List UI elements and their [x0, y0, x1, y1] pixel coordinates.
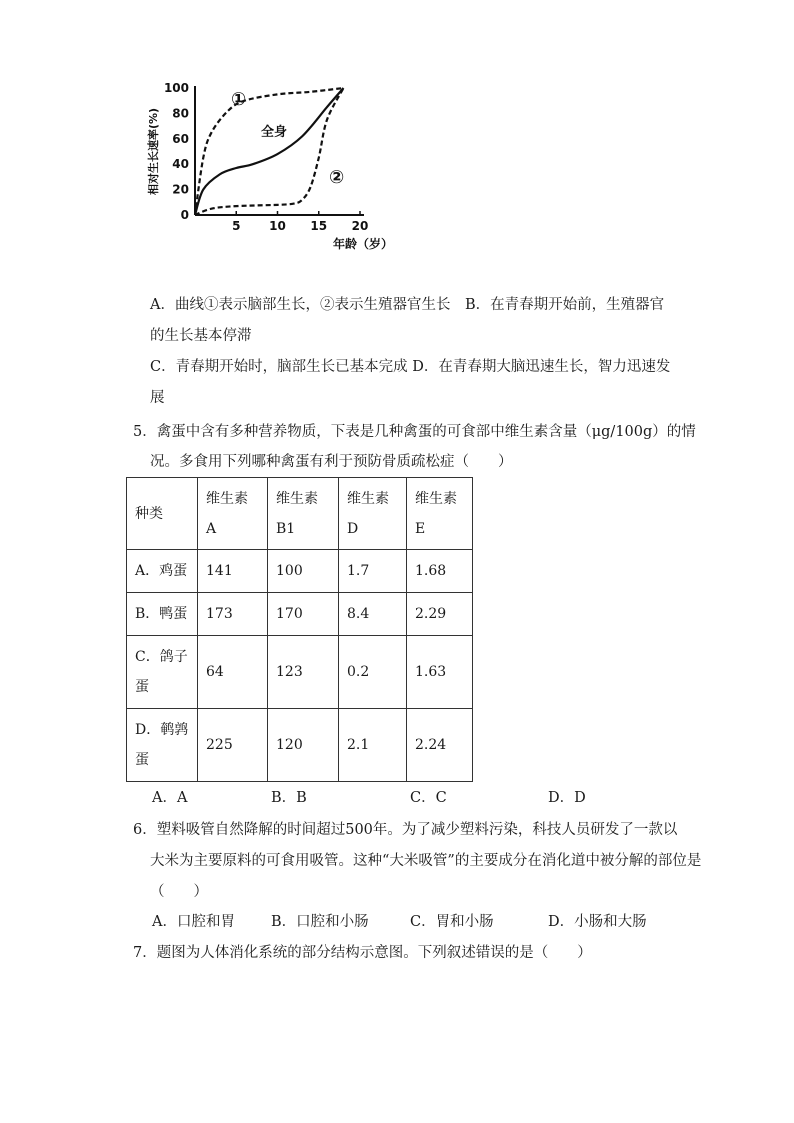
table-row	[127, 709, 473, 782]
table-header-cell	[268, 478, 339, 550]
growth-chart	[135, 75, 410, 265]
cell-text: B．鸭蛋	[135, 606, 188, 622]
cell-text: 蛋	[135, 752, 149, 768]
q4-option-d-cont: 展	[150, 390, 165, 406]
q5-option-b: B．B	[271, 790, 307, 806]
chart-axes	[195, 86, 364, 215]
table-cell	[198, 709, 268, 782]
cell-text: A	[206, 520, 217, 537]
cell-text: 0.2	[347, 664, 370, 680]
y-tick-label: 40	[172, 157, 189, 172]
q4-option-b-cont: 的生长基本停滞	[150, 328, 252, 344]
series-label-2: ②	[329, 167, 345, 188]
cell-text: 173	[206, 606, 233, 622]
vitamin-table	[126, 477, 473, 782]
cell-text: 123	[276, 664, 303, 680]
table-row	[127, 593, 473, 636]
cell-text: 1.7	[347, 563, 370, 579]
cell-text: D	[347, 520, 359, 537]
q6-option-c: C．胃和小肠	[410, 914, 494, 930]
cell-text: 225	[206, 737, 233, 753]
table-header-cell	[407, 478, 473, 550]
cell-text: 维生素	[347, 490, 389, 507]
cell-text: 141	[206, 563, 233, 579]
y-tick-label: 0	[180, 208, 189, 222]
series-label-body: 全身	[261, 125, 288, 140]
x-tick-label: 10	[269, 219, 286, 233]
cell-text: 8.4	[347, 606, 370, 622]
cell-text: 蛋	[135, 679, 149, 695]
y-axis-label: 相对生长速率(%)	[147, 107, 160, 196]
x-axis-label: 年龄（岁）	[332, 237, 394, 251]
table-cell	[339, 550, 407, 593]
table-cell	[407, 593, 473, 636]
cell-text: 种类	[135, 505, 163, 522]
cell-text: 维生素	[276, 490, 318, 507]
cell-text: E	[415, 520, 426, 537]
cell-text: 1.63	[415, 664, 447, 680]
y-tick-label: 80	[172, 106, 189, 121]
y-tick-label: 20	[172, 182, 189, 197]
cell-text: 维生素	[415, 490, 457, 507]
q6-option-d: D．小肠和大肠	[548, 914, 647, 930]
q6-option-a: A．口腔和胃	[152, 914, 235, 930]
table-cell	[127, 550, 198, 593]
table-header-cell	[198, 478, 268, 550]
table-cell	[407, 636, 473, 709]
cell-text: 1.68	[415, 563, 447, 579]
q5-option-d: D．D	[548, 790, 586, 806]
q7-stem-line1: 7．题图为人体消化系统的部分结构示意图。下列叙述错误的是（ ）	[133, 945, 592, 961]
q5-stem-line1: 5．禽蛋中含有多种营养物质，下表是几种禽蛋的可食部中维生素含量（μg/100g）的情	[133, 424, 696, 440]
table-cell	[268, 550, 339, 593]
series-line-dashed	[195, 88, 344, 215]
table-cell	[339, 593, 407, 636]
x-tick-label: 15	[310, 219, 328, 233]
x-tick-label: 20	[351, 219, 369, 233]
table-cell	[127, 593, 198, 636]
table-cell	[268, 593, 339, 636]
cell-text: B1	[276, 520, 296, 537]
cell-text: 2.29	[415, 606, 447, 622]
q6-stem-line1: 6．塑料吸管自然降解的时间超过500年。为了减少塑料污染，科技人员研发了一款以	[133, 822, 678, 838]
table-cell	[339, 636, 407, 709]
q5-stem-line2: 况。多食用下列哪种禽蛋有利于预防骨质疏松症（ ）	[150, 454, 513, 470]
table-cell	[268, 709, 339, 782]
table-cell	[407, 550, 473, 593]
q6-stem-line3: （ ）	[150, 884, 208, 900]
y-tick-label: 100	[163, 81, 189, 95]
table-cell	[198, 636, 268, 709]
series-label-1: ①	[231, 89, 247, 110]
y-tick-label: 60	[172, 131, 189, 146]
cell-text: 2.1	[347, 737, 370, 753]
table-cell	[268, 636, 339, 709]
q4-option-c-d: C．青春期开始时，脑部生长已基本完成 D．在青春期大脑迅速生长，智力迅速发	[150, 359, 671, 375]
q5-option-a: A．A	[152, 790, 188, 806]
table-header-cell	[127, 478, 198, 550]
cell-text: 2.24	[415, 737, 447, 753]
table-cell	[198, 550, 268, 593]
q6-stem-line2: 大米为主要原料的可食用吸管。这种“大米吸管”的主要成分在消化道中被分解的部位是	[150, 853, 702, 869]
table-cell	[339, 709, 407, 782]
table-cell	[127, 709, 198, 782]
cell-text: D．鹌鹑	[135, 722, 189, 738]
x-tick-label: 5	[232, 219, 241, 233]
q5-option-c: C．C	[410, 790, 447, 806]
cell-text: 64	[206, 664, 224, 680]
chart-series	[195, 88, 344, 215]
q6-option-b: B．口腔和小肠	[271, 914, 369, 930]
table-cell	[407, 709, 473, 782]
cell-text: 维生素	[206, 490, 248, 507]
q4-option-a-b: A．曲线①表示脑部生长，②表示生殖器官生长 B．在青春期开始前，生殖器官	[150, 297, 665, 313]
table-header-cell	[339, 478, 407, 550]
cell-text: 170	[276, 606, 303, 622]
table-row	[127, 636, 473, 709]
table-header-row	[127, 478, 473, 550]
cell-text: 100	[276, 563, 303, 579]
cell-text: A．鸡蛋	[135, 563, 188, 579]
cell-text: 120	[276, 737, 303, 753]
table-cell	[198, 593, 268, 636]
table-cell	[127, 636, 198, 709]
cell-text: C．鸽子	[135, 649, 188, 665]
table-row	[127, 550, 473, 593]
